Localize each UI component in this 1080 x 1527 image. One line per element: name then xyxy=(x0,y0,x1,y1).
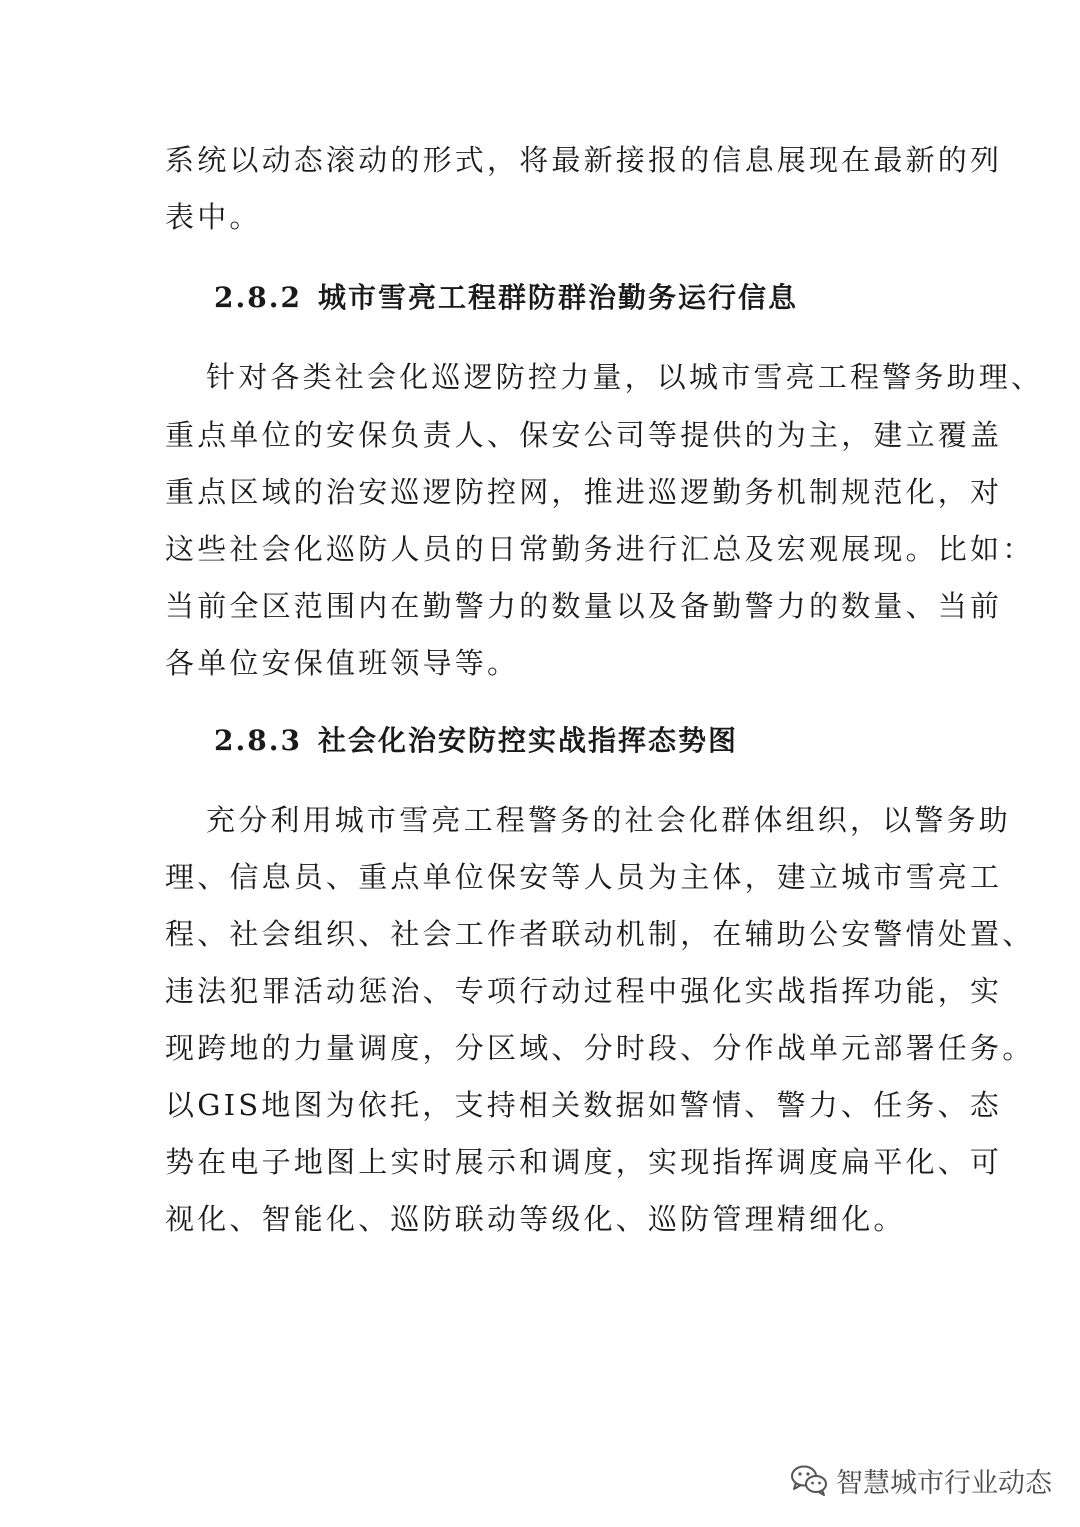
paragraph-line: 表中。 xyxy=(165,200,262,234)
paragraph-line: 当前全区范围内在勤警力的数量以及备勤警力的数量、当前 xyxy=(165,589,1003,623)
paragraph-line: 视化、智能化、巡防联动等级化、巡防管理精细化。 xyxy=(165,1202,906,1236)
watermark xyxy=(790,1458,1052,1502)
paragraph-line: 各单位安保值班领导等。 xyxy=(165,646,520,680)
section-heading-2-8-3 xyxy=(214,721,738,761)
paragraph-line: 违法犯罪活动惩治、专项行动过程中强化实战指挥功能，实 xyxy=(165,974,1003,1008)
section-number: 2.8.2 xyxy=(214,281,302,314)
paragraph-line: 程、社会组织、社会工作者联动机制，在辅助公安警情处置、 xyxy=(165,917,1035,951)
paragraph-line: 这些社会化巡防人员的日常勤务进行汇总及宏观展现。比如： xyxy=(165,532,1035,566)
paragraph-line: 现跨地的力量调度，分区域、分时段、分作战单元部署任务。 xyxy=(165,1031,1035,1065)
section-heading-2-8-2 xyxy=(214,278,798,318)
paragraph-line: 系统以动态滚动的形式，将最新接报的信息展现在最新的列 xyxy=(165,143,1003,177)
paragraph-line: 重点单位的安保负责人、保安公司等提供的为主，建立覆盖 xyxy=(165,418,1003,452)
section-number: 2.8.3 xyxy=(214,724,302,757)
wechat-icon xyxy=(790,1464,828,1496)
paragraph-line: 以GIS地图为依托，支持相关数据如警情、警力、任务、态 xyxy=(165,1088,1002,1122)
paragraph-line: 重点区域的治安巡逻防控网，推进巡逻勤务机制规范化，对 xyxy=(165,475,1003,509)
section-title: 社会化治安防控实战指挥态势图 xyxy=(318,724,739,757)
section-title: 城市雪亮工程群防群治勤务运行信息 xyxy=(318,281,799,314)
paragraph-line: 势在电子地图上实时展示和调度，实现指挥调度扁平化、可 xyxy=(165,1145,1003,1179)
paragraph-line: 充分利用城市雪亮工程警务的社会化群体组织，以警务助 xyxy=(206,803,1012,837)
paragraph-line: 针对各类社会化巡逻防控力量，以城市雪亮工程警务助理、 xyxy=(206,360,1044,394)
paragraph-line: 理、信息员、重点单位保安等人员为主体，建立城市雪亮工 xyxy=(165,860,1003,894)
watermark-text: 智慧城市行业动态 xyxy=(836,1467,1052,1499)
